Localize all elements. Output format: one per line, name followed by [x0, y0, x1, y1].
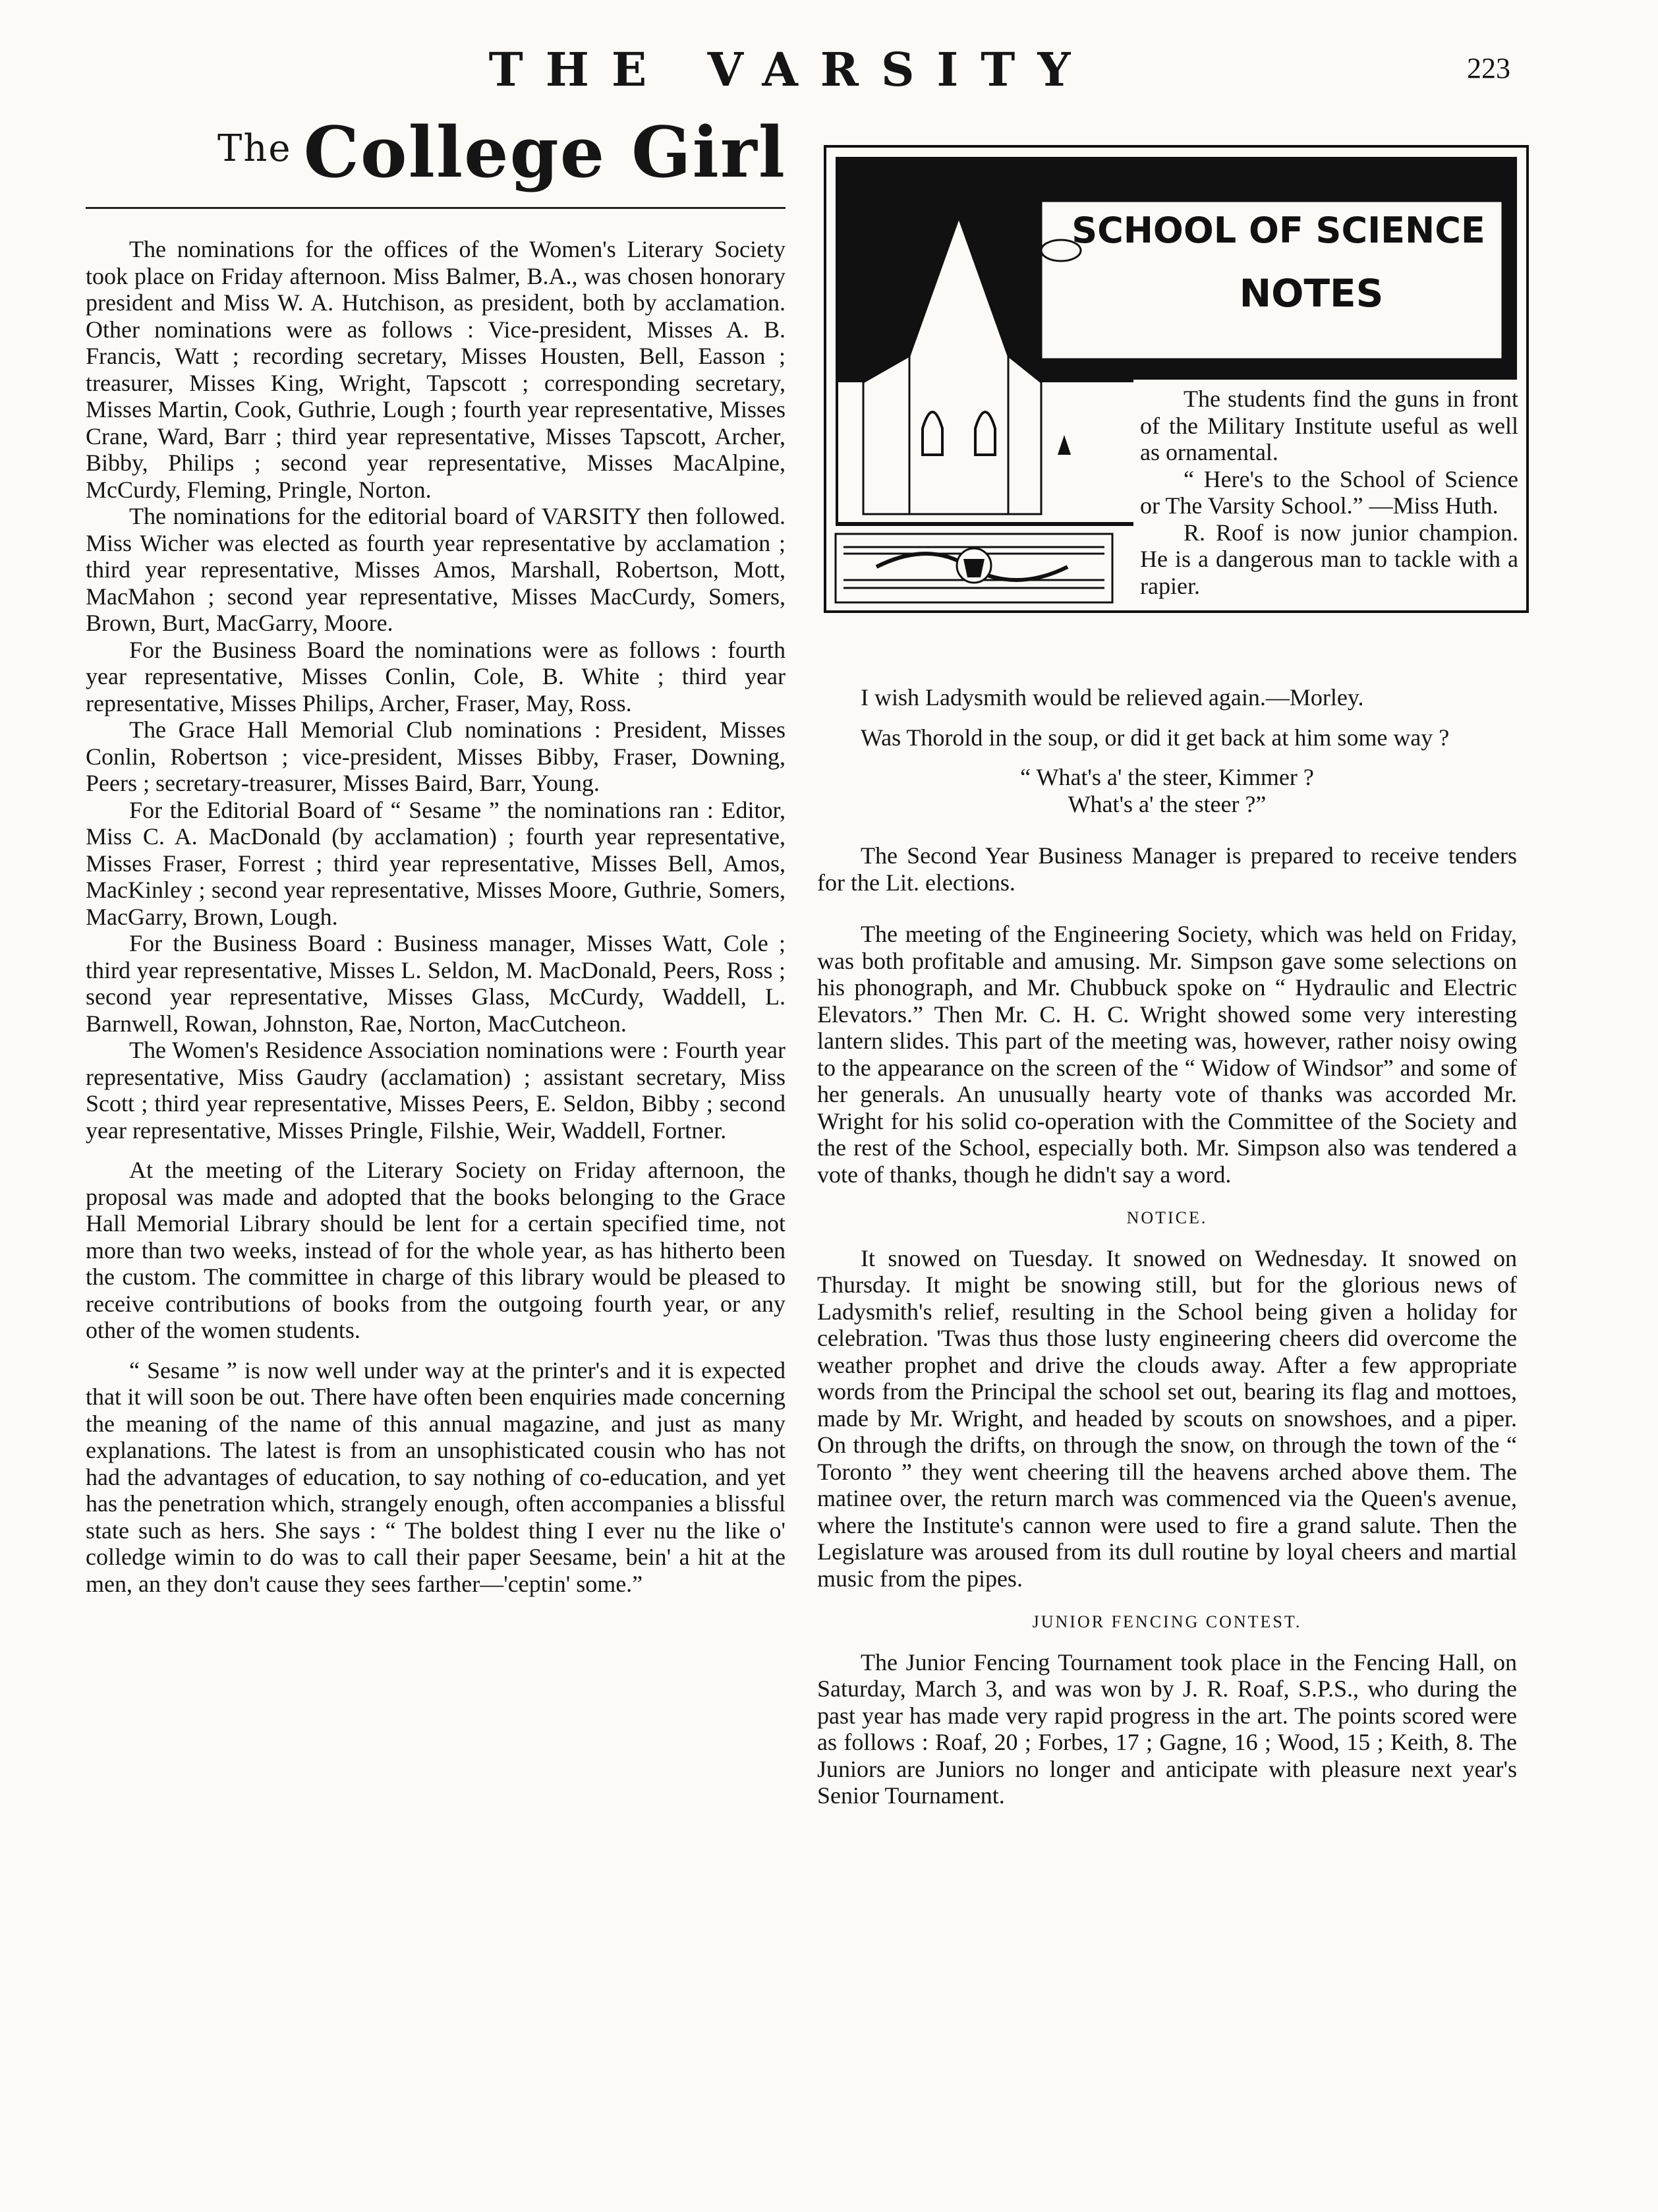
paragraph: The Women's Residence Association nominations were : Fourth year representative, Miss Gaudry (acclamation) ; assistant secretary, Miss Scott ; third year representative, Misses Peers, E. Seldon, Bibby ; second year representative, Misses Pringle, Filshie, Weir, Waddell, Fortner.	[86, 1037, 786, 1144]
paragraph: “ Sesame ” is now well under way at the printer's and it is expected that it will soon be out. There have often been enquiries made concerning the meaning of the name of this annual magazine, and just as many explanations. The latest is from an unsophisticated cousin who has not had the advantages of education, to say nothing of co-education, and yet has the penetration which, strangely enough, often accompanies a blissful state such as hers. She says : “ The boldest thing I ever nu the like o' colledge wimin to do was to call their paper Seesame, bein' a hit at the men, an they don't cause they sees farther—'ceptin' some.”	[86, 1356, 786, 1597]
poem-line: “ What's a' the steer, Kimmer ?	[1020, 764, 1314, 790]
paragraph: I wish Ladysmith would be relieved again.—Morley.	[861, 684, 1364, 711]
poem-line: What's a' the steer ?”	[1068, 790, 1267, 817]
section-heading	[217, 111, 786, 193]
banner-subtitle: NOTES	[1239, 271, 1384, 316]
paragraph: At the meeting of the Literary Society on Friday afternoon, the proposal was made and adopted that the books belonging to the Grace Hall Memorial Library should be lent for a certain specified time, not more than two weeks, instead of for the whole year, as has hitherto been the custom. The committee in charge of this library would be pleased to receive contributions of books from the outgoing fourth year, or any other of the women students.	[86, 1157, 786, 1343]
college-girl-column	[86, 236, 786, 1597]
paragraph: For the Business Board the nominations were as follows : fourth year representative, Misses Conlin, Cole, B. White ; third year representative, Misses Philips, Archer, Fraser, May, Ross.	[86, 636, 786, 716]
notice-heading: NOTICE.	[1126, 1208, 1208, 1227]
paragraph: For the Editorial Board of “ Sesame ” the nominations ran : Editor, Miss C. A. MacDonald (by acclamation) ; fourth year representative, Misses Fraser, Forrest ; third year representative, Misses Bell, Amos, MacKinley ; second year representative, Misses Moore, Guthrie, Somers, MacGarry, Brown, Lough.	[86, 796, 786, 930]
heading-rule	[86, 207, 786, 209]
banner-title: SCHOOL OF SCIENCE	[1072, 210, 1485, 251]
paragraph: The Grace Hall Memorial Club nominations : President, Misses Conlin, Robertson ; vice-president, Misses Bibby, Fraser, Downing, Peers ; secretary-treasurer, Misses Baird, Barr, Young.	[86, 716, 786, 796]
section-heading-article: The	[217, 127, 292, 170]
paragraph: The students find the guns in front of the Military Institute useful as well as ornamental.	[1140, 386, 1518, 465]
paragraph: Was Thorold in the soup, or did it get back at him some way ?	[861, 724, 1450, 751]
fencing-heading: JUNIOR FENCING CONTEST.	[1032, 1612, 1302, 1631]
masthead: THE VARSITY	[488, 42, 1093, 97]
section-heading-title: College Girl	[303, 111, 786, 193]
paragraph: The nominations for the editorial board of VARSITY then followed. Miss Wicher was elected as fourth year representative by acclamation ; third year representative, Misses Amos, Marshall, Robertson, Mott, MacMahon ; second year representative, Misses MacCurdy, Somers, Brown, Burt, MacGarry, Moore.	[86, 503, 786, 636]
paragraph: R. Roof is now junior champion. He is a dangerous man to tackle with a rapier.	[1140, 519, 1518, 599]
paragraph: The meeting of the Engineering Society, which was held on Friday, was both profitable and amusing. Mr. Simpson gave some selections on his phonograph, and Mr. Chubbuck spoke on “ Hydraulic and Electric Elevators.” Then Mr. C. H. C. Wright showed some very interesting lantern slides. This part of the meeting was, however, rather noisy owing to the appearance on the screen of the “ Widow of Windsor” and some of her generals. An unusually hearty vote of thanks was accorded Mr. Wright for his solid co-operation with the Committee of the Society and the rest of the School, especially both. Mr. Simpson also was tendered a vote of thanks, though he didn't say a word.	[817, 921, 1517, 1188]
page-number: 223	[1467, 52, 1510, 84]
science-notes-intro	[1140, 386, 1518, 599]
paragraph: For the Business Board : Business manager, Misses Watt, Cole ; third year representative, Misses L. Seldon, M. MacDonald, Peers, Ross ; second year representative, Misses Glass, McCurdy, Waddell, L. Barnwell, Rowan, Johnston, Rae, Norton, MacCutcheon.	[86, 930, 786, 1037]
paragraph: The Second Year Business Manager is prepared to receive tenders for the Lit. elections.	[817, 842, 1517, 896]
paragraph: It snowed on Tuesday. It snowed on Wednesday. It snowed on Thursday. It might be snowing still, but for the glorious news of Ladysmith's relief, resulting in the School being given a holiday for celebration. 'Twas thus those lusty engineering cheers did overcome the weather prophet and drive the clouds away. After a few appropriate words from the Principal the school set out, bearing its flag and mottoes, made by Mr. Wright, and headed by scouts on snowshoes, and a piper. On through the drifts, on through the snow, on through the town of the “ Toronto ” they went cheering till the heavens arched above them. The matinee over, the return march was commenced via the Queen's avenue, where the Institute's cannon were used to fire a grand salute. Then the Legislature was aroused from its dull routine by loyal cheers and martial music from the pipes.	[817, 1244, 1517, 1592]
science-notes-column	[817, 684, 1517, 1809]
paragraph: The Junior Fencing Tournament took place in the Fencing Hall, on Saturday, March 3, and was won by J. R. Roaf, S.P.S., who during the past year has made very rapid progress in the art. The points scored were as follows : Roaf, 20 ; Forbes, 17 ; Gagne, 16 ; Wood, 15 ; Keith, 8. The Juniors are Juniors no longer and anticipate with pleasure next year's Senior Tournament.	[817, 1648, 1517, 1809]
paragraph: The nominations for the offices of the Women's Literary Society took place on Friday afternoon. Miss Balmer, B.A., was chosen honorary president and Miss W. A. Hutchison, as president, both by acclamation. Other nominations were as follows : Vice-president, Misses A. B. Francis, Watt ; recording secretary, Misses Housten, Bell, Easson ; treasurer, Misses King, Wright, Tapscott ; corresponding secretary, Misses Martin, Cook, Guthrie, Lough ; fourth year representative, Misses Crane, Ward, Barr ; third year representative, Misses Tapscott, Archer, Bibby, Philips ; second year representative, Misses MacAlpine, McCurdy, Fleming, Pringle, Norton.	[86, 236, 786, 503]
paragraph: “ Here's to the School of Science or The Varsity School.” —Miss Huth.	[1140, 465, 1518, 519]
